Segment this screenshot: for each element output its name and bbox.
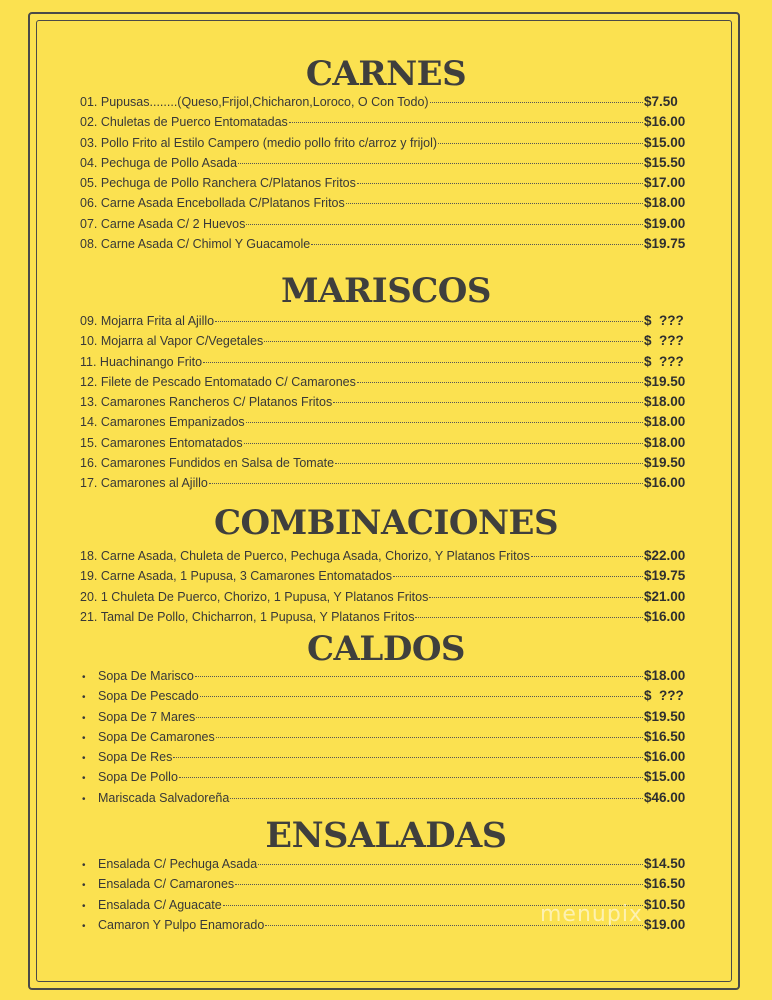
menu-item — [80, 566, 692, 586]
menu-item-price: $18.00 — [644, 668, 686, 683]
dot-leader — [203, 362, 643, 363]
menu-item-name: Camarones Rancheros C/ Platanos Fritos — [100, 395, 333, 410]
watermark-text: menupix — [540, 902, 643, 927]
menu-item-name: Sopa De 7 Mares — [98, 709, 196, 724]
menu-item — [80, 453, 692, 473]
menu-item-price: $22.00 — [644, 548, 686, 563]
menu-item-name: Mojarra al Vapor C/Vegetales — [100, 334, 264, 349]
menu-item — [80, 747, 692, 767]
menu-item-name: Sopa De Pollo — [98, 770, 178, 785]
dot-leader — [415, 617, 643, 618]
menu-item — [80, 173, 692, 193]
menu-item-price: $19.75 — [644, 236, 686, 252]
section-title-combinaciones: COMBINACIONES — [213, 503, 559, 543]
menu-item-price: $18.00 — [644, 434, 686, 450]
menu-item-number: 02. — [80, 115, 101, 130]
menu-item-price: $16.00 — [644, 475, 686, 491]
bullet-icon: • — [82, 860, 86, 871]
menu-item-name: Camaron Y Pulpo Enamorado — [98, 917, 265, 932]
menu-item-price: $ ??? — [644, 353, 684, 369]
menu-item-price: $16.50 — [644, 728, 686, 744]
menu-item-price: $16.00 — [644, 749, 686, 765]
bullet-icon: • — [82, 712, 86, 724]
menu-item-name: Pollo Frito al Estilo Campero (medio pollo frito c/arroz y frijol) — [100, 135, 438, 150]
menu-item — [80, 112, 692, 132]
menu-item — [80, 707, 692, 727]
menu-item-number: 16. — [80, 456, 101, 471]
menu-item — [80, 788, 692, 808]
dot-leader — [531, 556, 643, 557]
menu-item-number: 04. — [80, 155, 101, 170]
menu-item-number: 20. — [80, 589, 101, 604]
menu-item-name: 1 Chuleta De Puerco, Chorizo, 1 Pupusa, Y Platanos Fritos — [100, 589, 429, 604]
menu-item-name: Sopa De Marisco — [98, 669, 194, 683]
menu-item-name: Mojarra Frita al Ajillo — [100, 314, 215, 328]
menu-item — [80, 727, 692, 747]
menu-item-number: 12. — [80, 374, 101, 389]
dot-leader — [238, 163, 643, 164]
dot-leader — [173, 757, 643, 758]
menu-item-price: $15.00 — [644, 134, 686, 150]
menu-item-name: Huachinango Frito — [99, 354, 203, 369]
section-list-combinaciones — [80, 546, 692, 627]
menu-item-price: $ ??? — [644, 313, 684, 328]
menu-item-price: $14.50 — [644, 856, 686, 871]
menu-item-number: 18. — [80, 549, 101, 563]
menu-item-price: $18.00 — [644, 195, 686, 211]
menu-item-name: Sopa De Res — [98, 750, 173, 765]
menu-item-price: $7.50 — [644, 94, 678, 109]
bullet-icon: • — [82, 753, 86, 765]
bullet-icon: • — [82, 732, 86, 744]
menu-item-price: $19.50 — [644, 373, 686, 389]
menu-item-price: $18.00 — [644, 414, 686, 430]
menu-item-name: Camarones Entomatados — [100, 435, 243, 450]
section-title-ensaladas: ENSALADAS — [265, 815, 507, 856]
menu-item-name: Pupusas........(Queso,Frijol,Chicharon,Loroco, O Con Todo) — [100, 95, 429, 109]
dot-leader — [264, 341, 643, 342]
menu-item — [80, 214, 692, 234]
dot-leader — [289, 122, 643, 123]
dot-leader — [215, 321, 643, 322]
menu-item-price: $15.00 — [644, 769, 686, 785]
menu-item-price: $ ??? — [644, 688, 684, 704]
section-list-caldos — [80, 666, 692, 808]
menu-item-name: Ensalada C/ Pechuga Asada — [98, 857, 258, 871]
menu-item-number: 09. — [80, 314, 101, 328]
dot-leader — [195, 676, 643, 677]
menu-item-price: $21.00 — [644, 588, 686, 604]
menu-item-number: 15. — [80, 435, 101, 450]
menu-item — [80, 666, 692, 686]
menu-item — [80, 767, 692, 787]
menu-item-name: Pechuga de Pollo Ranchera C/Platanos Fritos — [100, 176, 356, 191]
menu-item-number: 06. — [80, 196, 101, 211]
menu-item — [80, 153, 692, 173]
menu-item-number: 14. — [80, 415, 101, 430]
dot-leader — [244, 443, 643, 444]
menu-item-number: 21. — [80, 609, 101, 624]
menu-item-price: $ ??? — [644, 333, 684, 349]
menu-item-name: Camarones al Ajillo — [100, 476, 208, 491]
menu-item — [80, 311, 692, 331]
menu-item — [80, 546, 692, 566]
dot-leader — [179, 777, 643, 778]
menu-item-number: 08. — [80, 237, 101, 252]
section-title-caldos: CALDOS — [306, 629, 465, 669]
menu-item-price: $15.50 — [644, 154, 686, 170]
menu-item-number: 03. — [80, 135, 101, 150]
menu-item-name: Ensalada C/ Aguacate — [98, 897, 222, 912]
section-title-carnes: CARNES — [305, 54, 467, 94]
menu-item-number: 07. — [80, 216, 101, 231]
dot-leader — [216, 737, 643, 738]
menu-item-number: 17. — [80, 476, 101, 491]
bullet-icon: • — [82, 672, 86, 683]
bullet-icon: • — [82, 773, 86, 785]
bullet-icon: • — [82, 793, 86, 805]
menu-item-price: $16.00 — [644, 114, 686, 130]
dot-leader — [311, 244, 643, 245]
dot-leader — [196, 717, 643, 718]
bullet-icon: • — [82, 920, 86, 932]
menu-item-price: $19.00 — [644, 916, 686, 932]
menu-item — [80, 372, 692, 392]
menu-item-price: $19.50 — [644, 455, 686, 471]
dot-leader — [246, 224, 643, 225]
menu-item-name: Tamal De Pollo, Chicharron, 1 Pupusa, Y Platanos Fritos — [100, 609, 415, 624]
dot-leader — [357, 183, 643, 184]
menu-item — [80, 854, 692, 874]
section-list-carnes — [80, 92, 692, 254]
dot-leader — [200, 696, 643, 697]
menu-item-name: Carne Asada C/ Chimol Y Guacamole — [100, 237, 311, 252]
menu-item-number: 10. — [80, 334, 101, 349]
menu-item-name: Sopa De Pescado — [98, 689, 199, 704]
section-title-mariscos: MARISCOS — [281, 271, 491, 311]
bullet-icon: • — [82, 880, 86, 892]
menu-item — [80, 92, 692, 112]
dot-leader — [209, 483, 643, 484]
menu-item-name: Pechuga de Pollo Asada — [100, 155, 238, 170]
dot-leader — [258, 864, 643, 865]
dot-leader — [438, 143, 643, 144]
dot-leader — [430, 102, 643, 103]
menu-item — [80, 331, 692, 351]
section-list-mariscos — [80, 311, 692, 494]
menu-item-price: $19.75 — [644, 568, 686, 584]
dot-leader — [393, 576, 643, 577]
menu-item-price: $16.50 — [644, 876, 686, 892]
dot-leader — [346, 203, 643, 204]
menu-item-price: $16.00 — [644, 608, 686, 624]
menu-item-number: 01. — [80, 95, 101, 109]
bullet-icon: • — [82, 692, 86, 704]
menu-item-name: Carne Asada C/ 2 Huevos — [100, 216, 246, 231]
menu-item — [80, 473, 692, 493]
menu-item-name: Camarones Fundidos en Salsa de Tomate — [100, 456, 335, 471]
menu-item-name: Filete de Pescado Entomatado C/ Camarones — [100, 374, 356, 389]
menu-item — [80, 874, 692, 894]
menu-item-name: Ensalada C/ Camarones — [98, 877, 235, 892]
menu-item — [80, 607, 692, 627]
menu-item-name: Carne Asada, 1 Pupusa, 3 Camarones Entomatados — [100, 569, 393, 584]
dot-leader — [235, 884, 643, 885]
dot-leader — [335, 463, 643, 464]
menu-item — [80, 412, 692, 432]
menu-item — [80, 133, 692, 153]
menu-item-name: Chuletas de Puerco Entomatadas — [100, 115, 288, 130]
menu-item-price: $17.00 — [644, 175, 686, 191]
dot-leader — [429, 597, 643, 598]
menu-item-name: Carne Asada Encebollada C/Platanos Fritos — [100, 196, 345, 211]
menu-item-number: 11. — [80, 354, 100, 369]
menu-item-name: Mariscada Salvadoreña — [98, 790, 230, 805]
menu-item-name: Camarones Empanizados — [100, 415, 245, 430]
menu-item — [80, 433, 692, 453]
menu-item-number: 13. — [80, 395, 101, 410]
menu-item-price: $19.00 — [644, 215, 686, 231]
bullet-icon: • — [82, 900, 86, 912]
menu-item — [80, 686, 692, 706]
menu-item — [80, 234, 692, 254]
menu-item-price: $19.50 — [644, 708, 686, 724]
menu-item-number: 19. — [80, 569, 101, 584]
dot-leader — [333, 402, 643, 403]
menu-item-price: $46.00 — [644, 789, 686, 805]
menu-item-name: Sopa De Camarones — [98, 729, 215, 744]
menu-item-number: 05. — [80, 176, 101, 191]
dot-leader — [246, 422, 643, 423]
menu-item — [80, 392, 692, 412]
menu-item — [80, 352, 692, 372]
dot-leader — [230, 798, 643, 799]
dot-leader — [357, 382, 643, 383]
menu-item — [80, 587, 692, 607]
menu-item-name: Carne Asada, Chuleta de Puerco, Pechuga Asada, Chorizo, Y Platanos Fritos — [100, 549, 530, 563]
menu-item — [80, 193, 692, 213]
menu-item-price: $18.00 — [644, 394, 686, 410]
menu-item-price: $10.50 — [644, 896, 686, 912]
